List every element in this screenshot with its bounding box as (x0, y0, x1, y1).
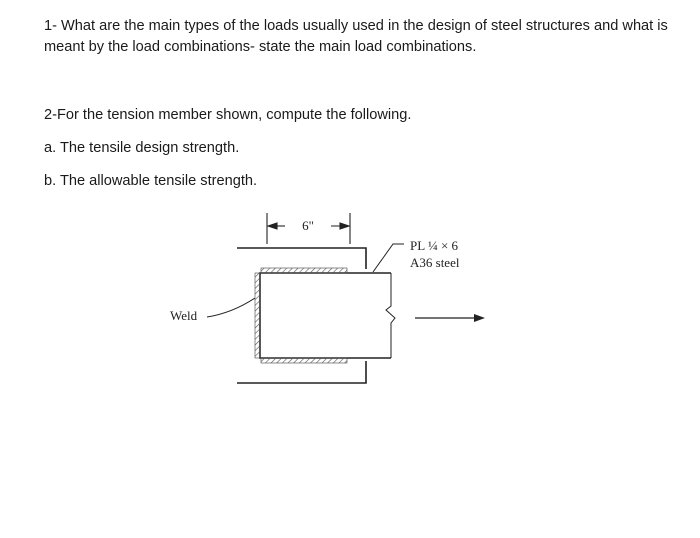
question-1-text: 1- What are the main types of the loads usually used in the design of steel structures and what is meant by the load combinations- state the main load combinations. (44, 18, 668, 55)
question-2-text: 2-For the tension member shown, compute the following. (44, 107, 412, 123)
question-2-part-a: a. The tensile design strength. (44, 140, 240, 156)
dimension-label: 6" (302, 218, 314, 233)
tension-plate (260, 273, 395, 358)
question-2-part-b: b. The allowable tensile strength. (44, 173, 258, 189)
steel-grade-label: A36 steel (410, 255, 460, 270)
plate-label: PL ¼ × 6 (410, 238, 459, 253)
weld-label: Weld (170, 308, 198, 323)
weld-leader (207, 298, 255, 317)
weld-hatching (255, 268, 347, 363)
plate-leader (373, 244, 404, 272)
dimension-arrow-right (340, 223, 349, 229)
tension-arrow (415, 314, 485, 322)
dimension-arrow-left (268, 223, 277, 229)
